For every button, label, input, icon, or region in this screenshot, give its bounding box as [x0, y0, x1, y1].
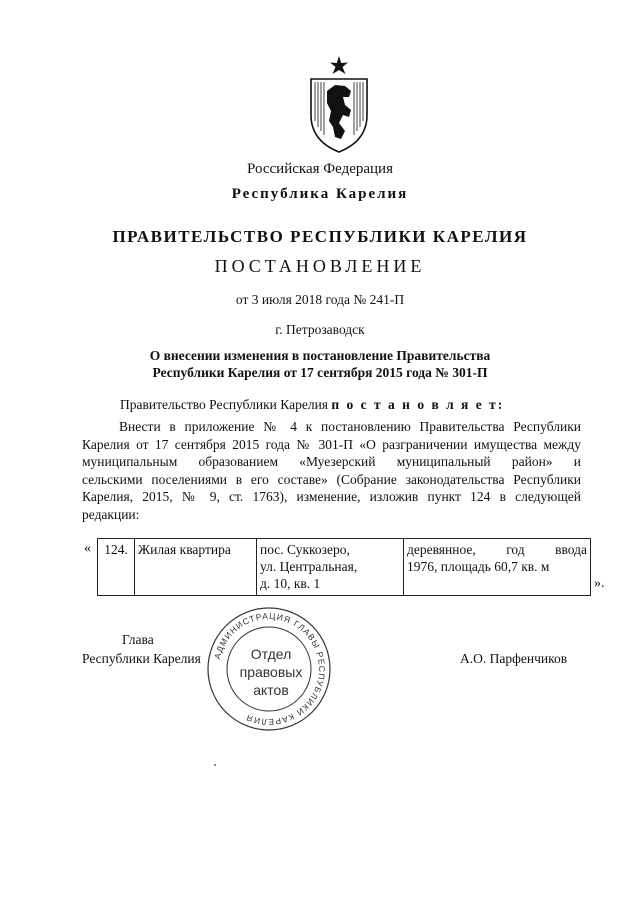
quote-close: ». [594, 576, 605, 591]
body-line: Карелия, 2015, № 9, ст. 1763), изменение, изложив пункт 124 в следующей [82, 489, 581, 504]
item-number: 124. [98, 539, 135, 596]
subject-line: О внесении изменения в постановление Правительства [149, 348, 491, 363]
subject-line: Республики Карелия от 17 сентября 2015 года № 301-П [152, 365, 488, 380]
table-row [98, 539, 591, 596]
government-title: ПРАВИТЕЛЬСТВО РЕСПУБЛИКИ КАРЕЛИЯ [112, 227, 528, 246]
item-address [257, 539, 404, 596]
country-name: Российская Федерация [247, 161, 393, 177]
details-line: 1976, площадь 60,7 кв. м [407, 559, 550, 574]
item-details [404, 539, 591, 596]
stamp-center-line: правовых [239, 664, 303, 680]
decree-subject [0, 347, 640, 381]
address-line: ул. Центральная, [260, 559, 358, 574]
decree-date-number: от 3 июля 2018 года № 241-П [235, 292, 405, 307]
body-line: редакции: [82, 506, 140, 522]
details-line: деревянное, год ввода [407, 542, 587, 557]
address-line: пос. Суккозеро, [260, 542, 350, 557]
signatory-title: Глава [122, 632, 154, 647]
body-line: Внести в приложение № 4 к постановлению Правительства Республики [119, 419, 581, 434]
quote-open: « [84, 541, 91, 556]
decree-body [82, 418, 581, 523]
signatory-title: Республики Карелия [82, 651, 201, 666]
stamp-center-line: Отдел [250, 646, 292, 662]
republic-name: Республика Карелия [231, 186, 409, 202]
body-line: сельскими поселениями в его составе» (Собрание законодательства Республики [82, 471, 581, 487]
official-stamp [205, 605, 333, 733]
lead-text: Правительство Республики Карелия [120, 397, 332, 412]
item-object: Жилая квартира [135, 539, 257, 596]
decree-lead [120, 397, 504, 413]
stamp-center-line: актов [253, 682, 289, 698]
scan-speck [214, 764, 216, 766]
document-type: ПОСТАНОВЛЕНИЕ [214, 256, 426, 276]
body-line: Карелия от 17 сентября 2015 года № 301-П «О разграничении имущества между [82, 436, 581, 452]
body-line: муниципальным образованием «Муезерский муниципальный район» и [82, 454, 581, 469]
signatory-name: А.О. Парфенчиков [460, 651, 568, 666]
decree-city: г. Петрозаводск [275, 322, 365, 337]
property-table [97, 538, 591, 596]
coat-of-arms-karelia-icon [305, 55, 373, 155]
address-line: д. 10, кв. 1 [260, 576, 321, 591]
lead-decrees: п о с т а н о в л я е т: [331, 397, 505, 412]
stamp-ring-text: АДМИНИСТРАЦИЯ ГЛАВЫ РЕСПУБЛИКИ КАРЕЛИЯ [212, 610, 328, 728]
